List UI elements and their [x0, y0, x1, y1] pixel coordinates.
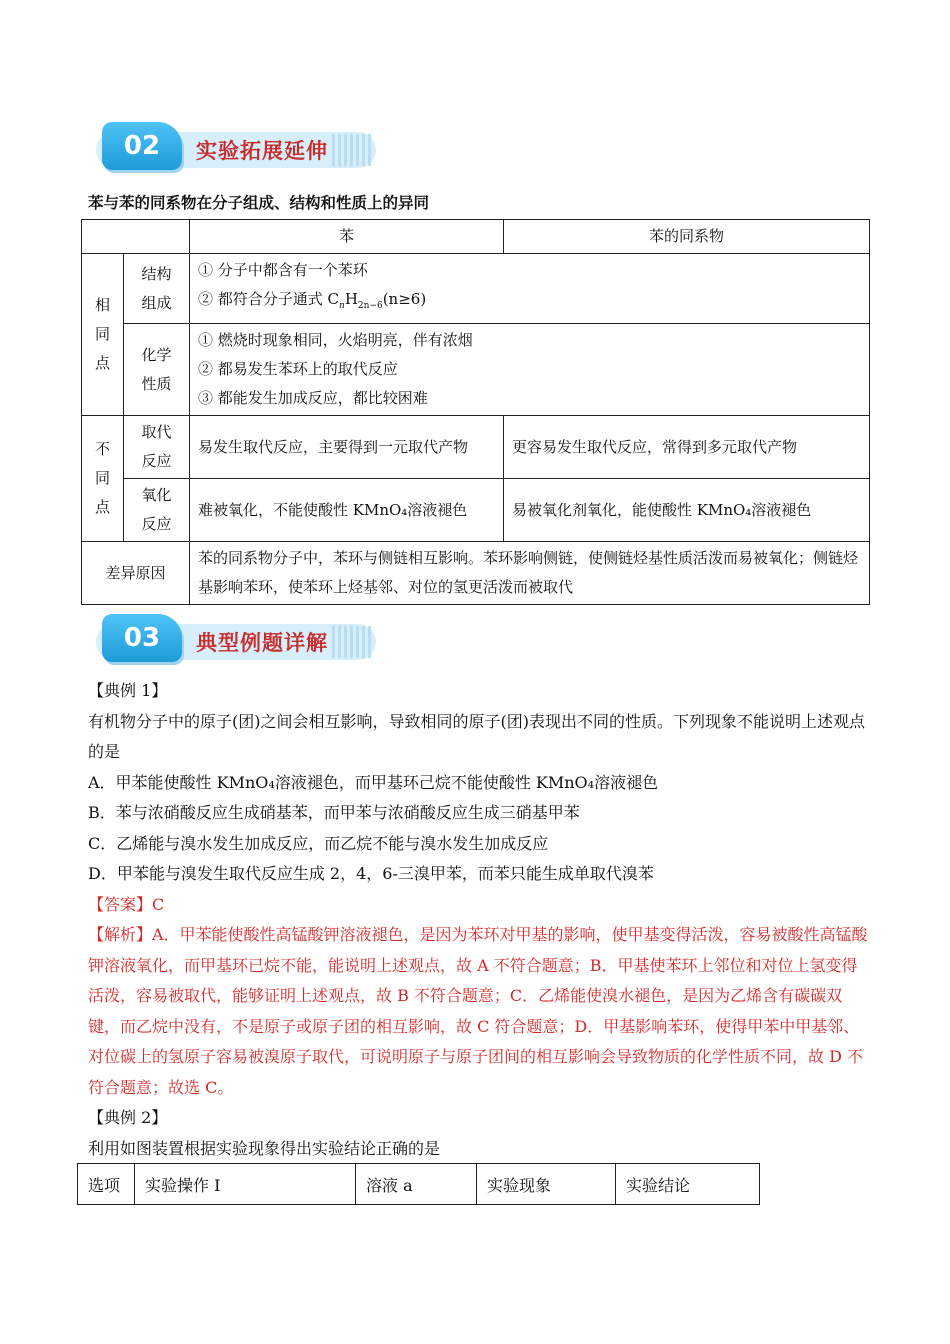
row-label-oxidation: 氧化反应 — [124, 479, 190, 542]
row-group-diff: 不同点 — [82, 416, 124, 542]
table-heading: 苯与苯的同系物在分子组成、结构和性质上的异同 — [88, 193, 430, 212]
structure-content: ① 分子中都含有一个苯环 ② 都符合分子通式 $C_nH_{2n-6}(n\ge 6)$ — [190, 254, 870, 324]
option-b: B．苯与浓硝酸反应生成硝基苯，而甲苯与浓硝酸反应生成三硝基甲苯 — [88, 803, 580, 822]
option-a: A．甲苯能使酸性 KMnO₄溶液褪色，而甲基环己烷不能使酸性 KMnO₄溶液褪色 — [88, 772, 659, 792]
row-label-structure: 结构组成 — [124, 254, 190, 324]
example-2-table — [77, 1163, 760, 1205]
option-c: C．乙烯能与溴水发生加成反应，而乙烷不能与溴水发生加成反应 — [88, 833, 549, 853]
example-2-tag: 【典例 2】 — [88, 1108, 168, 1127]
col-header-benzene: 苯 — [190, 220, 504, 254]
example-2-stem: 利用如图装置根据实验现象得出实验结论正确的是 — [88, 1138, 441, 1158]
comparison-table — [81, 219, 870, 605]
row-group-same: 相同点 — [82, 254, 124, 416]
col-phenomenon: 实验现象 — [477, 1164, 616, 1205]
section-banner-02 — [88, 122, 380, 178]
row-label-chemical: 化学性质 — [124, 324, 190, 416]
oxidation-homolog: 易被氧化剂氧化，能使酸性 KMnO₄溶液褪色 — [504, 479, 870, 542]
col-header-homolog: 苯的同系物 — [504, 220, 870, 254]
table-corner — [82, 220, 190, 254]
banner-stripes — [332, 134, 372, 166]
row-label-substitution: 取代反应 — [124, 416, 190, 479]
section-title: 典型例题详解 — [196, 631, 328, 655]
substitution-homolog: 更容易发生取代反应，常得到多元取代产物 — [504, 416, 870, 479]
chemical-content: ① 燃烧时现象相同，火焰明亮，伴有浓烟 ② 都易发生苯环上的取代反应 ③ 都能发生加成反应，都比较困难 — [190, 324, 870, 416]
col-option: 选项 — [78, 1164, 135, 1205]
oxidation-benzene: 难被氧化，不能使酸性 KMnO₄溶液褪色 — [190, 479, 504, 542]
col-operation: 实验操作 Ⅰ — [135, 1164, 356, 1205]
section-banner-03 — [88, 614, 380, 670]
option-d: D．甲苯能与溴发生取代反应生成 2，4，6-三溴甲苯，而苯只能生成单取代溴苯 — [88, 864, 654, 883]
section-number: 02 — [102, 122, 182, 170]
substitution-benzene: 易发生取代反应，主要得到一元取代产物 — [190, 416, 504, 479]
example-1-tag: 【典例 1】 — [88, 681, 168, 700]
col-solution: 溶液 a — [356, 1164, 477, 1205]
row-label-reason: 差异原因 — [82, 542, 190, 605]
example-1-stem: 有机物分子中的原子(团)之间会相互影响，导致相同的原子(团)表现出不同的性质。下列现象不能说明上述观点的是 — [88, 711, 865, 761]
analysis: 【解析】A．甲苯能使酸性高锰酸钾溶液褪色，是因为苯环对甲基的影响，使甲基变得活泼，容易被酸性高锰酸钾溶液氧化，而甲基环已烷不能，能说明上述观点，故 A 不符合题意；B．甲基使苯环上邻位和对位上氢变得活泼，容易被取代，能够证明上述观点，故 B 不符合题意；C．乙烯能使溴水褪色，是因为乙烯含有碳碳双键，而乙烷中没有，不是原子或原子团的相互影响，故 C 符合题意；D．甲基影响苯环，使得甲苯中甲基邻、对位碳上的氢原子容易被溴原子取代，可说明原子与原子团间的相互影响会导致物质的化学性质不同，故 D 不符合题意；故选 C。 — [88, 925, 868, 1097]
banner-stripes — [332, 626, 372, 658]
example-1 — [88, 676, 868, 1164]
col-conclusion: 实验结论 — [616, 1164, 760, 1205]
section-number: 03 — [102, 614, 182, 662]
section-title: 实验拓展延伸 — [196, 139, 328, 163]
answer: 【答案】C — [88, 894, 165, 914]
reason-content: 苯的同系物分子中，苯环与侧链相互影响。苯环影响侧链，使侧链烃基性质活泼而易被氧化；侧链烃基影响苯环，使苯环上烃基邻、对位的氢更活泼而被取代 — [190, 542, 870, 605]
